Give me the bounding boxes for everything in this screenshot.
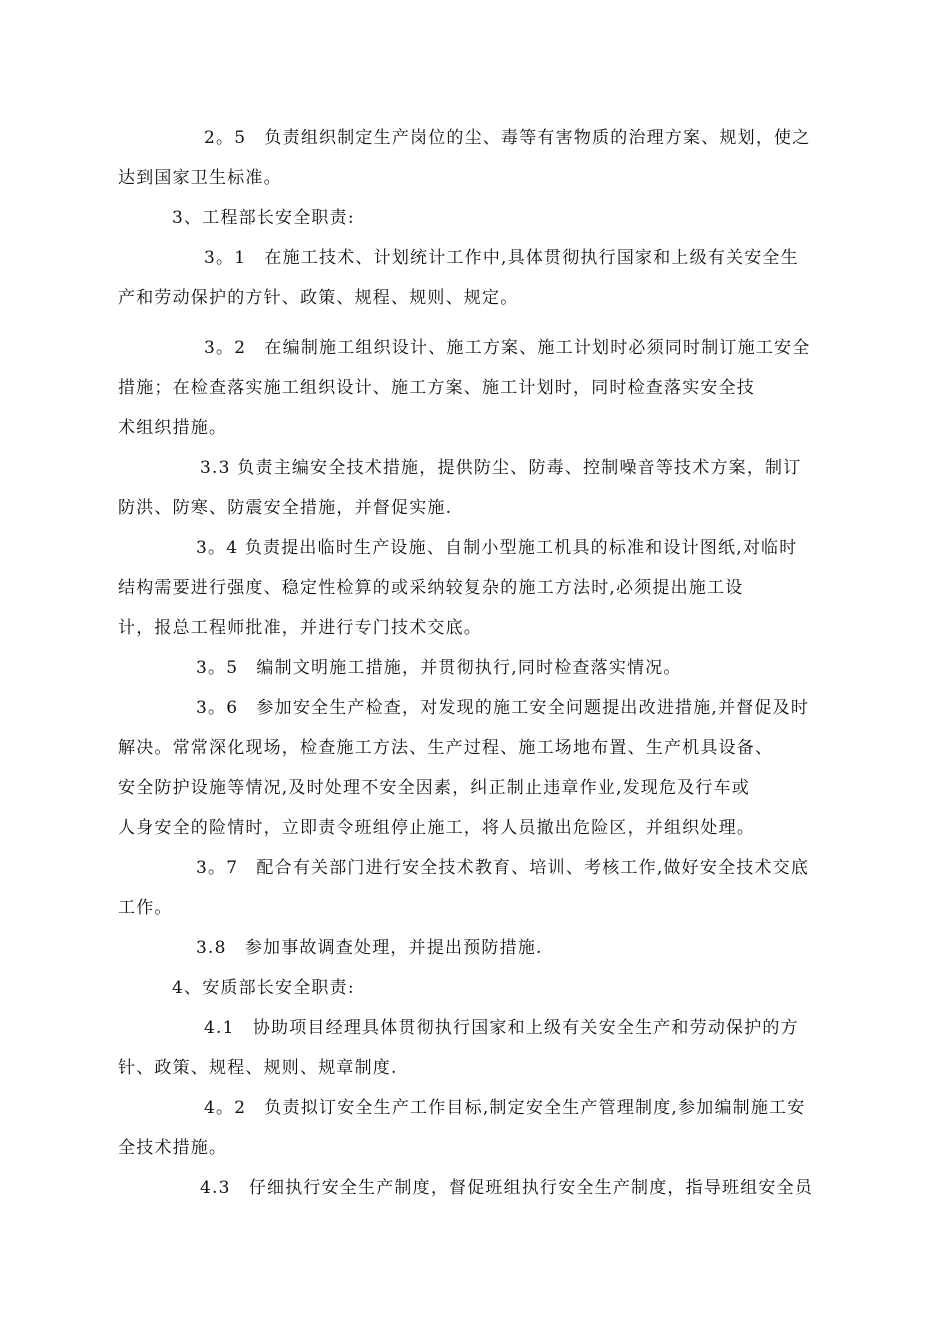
text-line: 3。5 编制文明施工措施，并贯彻执行,同时检查落实情况。: [196, 658, 682, 678]
text-line: 措施；在检查落实施工组织设计、施工方案、施工计划时，同时检查落实安全技: [118, 378, 755, 398]
text-line: 针、政策、规程、规则、规章制度.: [118, 1058, 398, 1078]
text-line: 3。2 在编制施工组织设计、施工方案、施工计划时必须同时制订施工安全: [204, 338, 811, 358]
text-line: 人身安全的险情时，立即责令班组停止施工，将人员撤出危险区，并组织处理。: [118, 818, 755, 838]
text-line: 3.8 参加事故调查处理，并提出预防措施.: [196, 938, 543, 958]
section-heading: 3、工程部长安全职责:: [172, 208, 355, 228]
text-line: 达到国家卫生标准。: [118, 168, 282, 188]
text-line: 结构需要进行强度、稳定性检算的或采纳较复杂的施工方法时,必须提出施工设: [118, 578, 744, 598]
text-line: 4。2 负责拟订安全生产工作目标,制定安全生产管理制度,参加编制施工安: [204, 1098, 806, 1118]
text-line: 4.1 协助项目经理具体贯彻执行国家和上级有关安全生产和劳动保护的方: [204, 1018, 799, 1038]
text-line: 3。6 参加安全生产检查，对发现的施工安全问题提出改进措施,并督促及时: [196, 698, 810, 718]
text-line: 工作。: [118, 898, 173, 918]
text-line: 3。4 负责提出临时生产设施、自制小型施工机具的标准和设计图纸,对临时: [196, 538, 798, 558]
text-line: 术组织措施。: [118, 418, 228, 438]
section-heading: 4、安质部长安全职责:: [172, 978, 355, 998]
text-line: 4.3 仔细执行安全生产制度，督促班组执行安全生产制度，指导班组安全员: [200, 1178, 814, 1198]
text-line: 全技术措施。: [118, 1138, 228, 1158]
text-line: 产和劳动保护的方针、政策、规程、规则、规定。: [118, 288, 519, 308]
text-line: 3。1 在施工技术、计划统计工作中,具体贯彻执行国家和上级有关安全生: [204, 248, 799, 268]
text-line: 防洪、防寒、防震安全措施，并督促实施.: [118, 498, 453, 518]
text-line: 2。5 负责组织制定生产岗位的尘、毒等有害物质的治理方案、规划，使之: [204, 128, 811, 148]
text-line: 解决。常常深化现场，检查施工方法、生产过程、施工场地布置、生产机具设备、: [118, 738, 774, 758]
text-line: 3.3 负责主编安全技术措施，提供防尘、防毒、控制噪音等技术方案，制订: [200, 458, 802, 478]
text-line: 3。7 配合有关部门进行安全技术教育、培训、考核工作,做好安全技术交底: [196, 858, 810, 878]
text-line: 计，报总工程师批准，并进行专门技术交底。: [118, 618, 482, 638]
text-line: 安全防护设施等情况,及时处理不安全因素，纠正制止违章作业,发现危及行车或: [118, 778, 751, 798]
